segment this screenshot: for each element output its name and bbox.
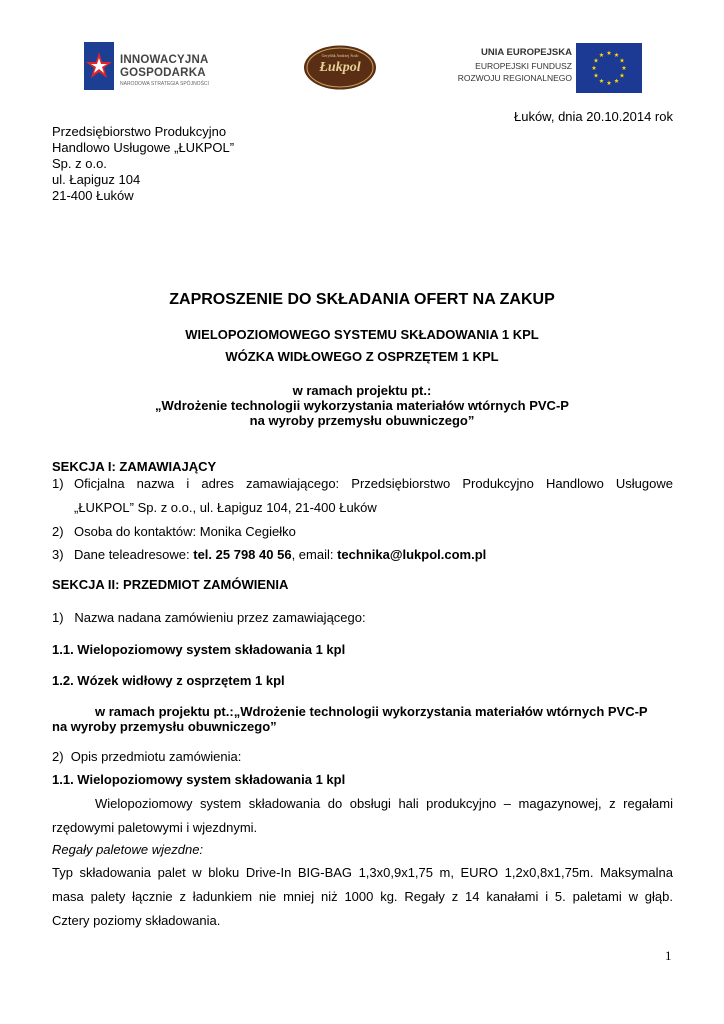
description-para1-line2: rzędowymi paletowymi i wjezdnymi. [52, 820, 258, 835]
section2-sub12: 1.2. Wózek widłowy z osprzętem 1 kpl [52, 673, 285, 688]
section2-project-line1: w ramach projektu pt.:„Wdrożenie technologii wykorzystania materiałów wtórnych PVC-P [95, 704, 648, 719]
section1-item1-line2: „ŁUKPOL” Sp. z o.o., ul. Łapiguz 104, 21-400 Łuków [74, 500, 377, 515]
section1-item3-num: 3) [52, 547, 64, 562]
racks-line2 [52, 889, 673, 904]
lukpol-small-text: Gerybhk Andrzej Šcub [321, 53, 359, 58]
project-name-line2: na wyroby przemysłu obuwniczego” [249, 413, 475, 428]
address-line: Handlowo Usługowe „ŁUKPOL” [52, 140, 235, 155]
page-number: 1 [665, 948, 672, 963]
ue-logo [457, 43, 642, 93]
section1-item2: Osoba do kontaktów: Monika Cegiełko [74, 524, 296, 539]
subtitle-2: WÓZKA WIDŁOWEGO Z OSPRZĘTEM 1 KPL [225, 349, 499, 364]
address-line: Przedsiębiorstwo Produkcyjno [52, 124, 227, 139]
lukpol-logo [303, 45, 377, 90]
racks-line1 [52, 865, 673, 880]
ue-line1: UNIA EUROPEJSKA [481, 47, 572, 58]
racks-line3: Cztery poziomy składowania. [52, 913, 221, 928]
section1-item2-num: 2) [52, 524, 64, 539]
address-line: 21-400 Łuków [52, 188, 134, 203]
ig-star-icon [84, 42, 116, 90]
section1-item1-text: Oficjalna nazwa i adres zamawiającego: Przedsiębiorstwo Produkcyjno Handlowo Usługowe [74, 476, 673, 491]
address-line: Sp. z o.o. [52, 156, 107, 171]
address-block [52, 124, 234, 204]
ue-line3: ROZWOJU REGIONALNEGO [457, 73, 572, 83]
section2-sub11: 1.1. Wielopoziomowy system składowania 1 kpl [52, 642, 346, 657]
date-line: Łuków, dnia 20.10.2014 rok [513, 109, 673, 124]
contact-prefix: Dane teleadresowe: [74, 547, 194, 562]
racks-line2-text: masa palety łącznie z ładunkiem nie mniej niż 1000 kg. Regały z 14 kanałami i 5. paletami w głąb. [52, 889, 673, 904]
section2-item1: 1) Nazwa nadana zamówieniu przez zamawiającego: [52, 610, 366, 625]
document-title: ZAPROSZENIE DO SKŁADANIA OFERT NA ZAKUP [169, 291, 555, 308]
lukpol-name: Łukpol [319, 60, 361, 75]
section1-item1-num: 1) [52, 476, 64, 491]
ig-line1: INNOWACYJNA [120, 54, 209, 66]
email-address: technika@lukpol.com.pl [337, 547, 487, 562]
contact-mid: , email: [291, 547, 338, 562]
project-intro: w ramach projektu pt.: [292, 383, 432, 398]
address-line: ul. Łapiguz 104 [52, 172, 141, 187]
description-heading: 1.1. Wielopoziomowy system składowania 1 kpl [52, 772, 346, 787]
eu-flag-icon [576, 43, 642, 93]
ue-line2: EUROPEJSKI FUNDUSZ [475, 61, 572, 71]
section1-item3 [74, 547, 486, 562]
racks-heading: Regały paletowe wjezdne: [52, 842, 204, 857]
subtitle-1: WIELOPOZIOMOWEGO SYSTEMU SKŁADOWANIA 1 KPL [185, 327, 539, 342]
description-para1-line1 [95, 796, 673, 811]
section2-heading: SEKCJA II: PRZEDMIOT ZAMÓWIENIA [52, 577, 289, 592]
description-para1-text: Wielopoziomowy system składowania do obsługi hali produkcyjno – magazynowej, z regałami [95, 796, 673, 811]
phone-number: tel. 25 798 40 56 [193, 547, 292, 562]
innowacyjna-gospodarka-logo [84, 42, 234, 92]
racks-line1-text: Typ składowania palet w bloku Drive-In BIG-BAG 1,3x0,9x1,75 m, EURO 1,2x0,8x1,75m. Maksymalna [52, 865, 673, 880]
ig-line2: GOSPODARKA [120, 67, 206, 79]
section1-item1-line1 [74, 476, 673, 491]
section1-heading: SEKCJA I: ZAMAWIAJĄCY [52, 459, 217, 474]
ig-line3: NARODOWA STRATEGIA SPÓJNOŚCI [120, 81, 209, 87]
section2-item2: 2) Opis przedmiotu zamówienia: [52, 749, 242, 764]
project-name-line1: „Wdrożenie technologii wykorzystania materiałów wtórnych PVC-P [155, 398, 569, 413]
section2-project-line2: na wyroby przemysłu obuwniczego” [52, 719, 277, 734]
